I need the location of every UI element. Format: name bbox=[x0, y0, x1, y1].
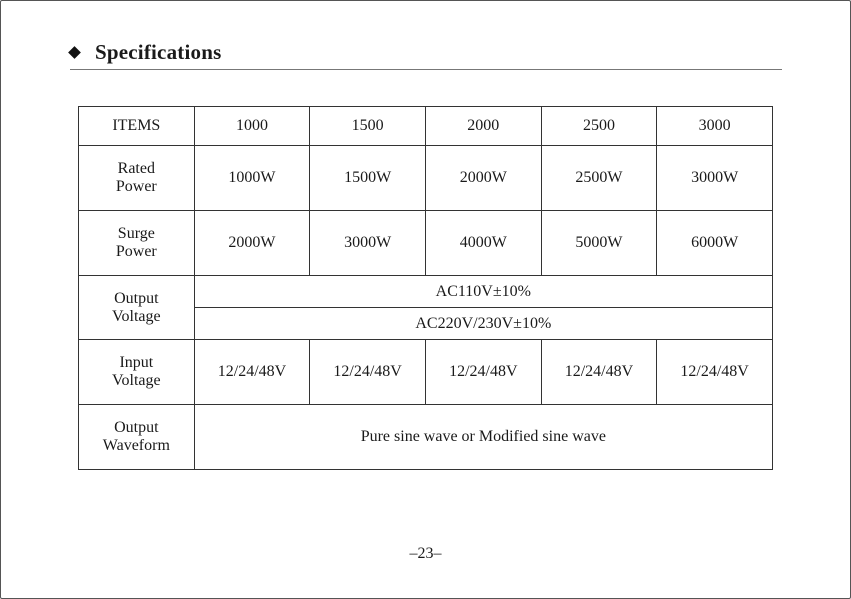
table-row-rated-power bbox=[79, 146, 773, 211]
diamond-bullet-icon bbox=[68, 46, 81, 59]
table-cell: 1500W bbox=[310, 146, 426, 211]
table-cell: 2500W bbox=[541, 146, 657, 211]
table-cell: 2000W bbox=[425, 146, 541, 211]
table-row-output-voltage bbox=[79, 276, 773, 308]
page-number: –23– bbox=[409, 545, 442, 562]
row-label-surge-power bbox=[79, 211, 195, 276]
section-title: Specifications bbox=[95, 40, 222, 64]
row-label-line: Voltage bbox=[112, 307, 161, 325]
table-cell: 1000W bbox=[194, 146, 310, 211]
items-header-cell: ITEMS bbox=[79, 107, 195, 146]
row-label-line: Power bbox=[115, 243, 157, 260]
table-cell: 12/24/48V bbox=[194, 340, 310, 405]
table-cell: 12/24/48V bbox=[541, 340, 657, 405]
table-cell: 2000W bbox=[194, 211, 310, 276]
table-row-input-voltage bbox=[79, 340, 773, 405]
table-cell: 3000W bbox=[310, 211, 426, 276]
specifications-table bbox=[78, 106, 773, 470]
table-cell: 4000W bbox=[425, 211, 541, 276]
model-header-cell: 2000 bbox=[425, 107, 541, 146]
row-label-line: Power bbox=[115, 178, 157, 195]
model-header-cell: 1000 bbox=[194, 107, 310, 146]
model-header-cell: 2500 bbox=[541, 107, 657, 146]
row-label-line: Output bbox=[114, 289, 159, 307]
row-label-line: Rated bbox=[117, 160, 155, 177]
header-rule bbox=[70, 69, 782, 70]
row-label-rated-power bbox=[79, 146, 195, 211]
model-header-cell: 3000 bbox=[657, 107, 773, 146]
section-header bbox=[70, 40, 221, 65]
table-cell: 12/24/48V bbox=[310, 340, 426, 405]
table-cell: 12/24/48V bbox=[657, 340, 773, 405]
output-waveform-value: Pure sine wave or Modified sine wave bbox=[194, 405, 772, 470]
row-label-line: Input bbox=[119, 354, 154, 371]
table-cell: 12/24/48V bbox=[425, 340, 541, 405]
table-cell: 5000W bbox=[541, 211, 657, 276]
output-voltage-option-220: AC220V/230V±10% bbox=[194, 308, 772, 340]
table-row-surge-power bbox=[79, 211, 773, 276]
table-cell: 6000W bbox=[657, 211, 773, 276]
table-row-output-waveform bbox=[79, 405, 773, 470]
row-label-output-voltage bbox=[79, 276, 195, 340]
table-cell: 3000W bbox=[657, 146, 773, 211]
row-label-input-voltage bbox=[79, 340, 195, 405]
model-header-cell: 1500 bbox=[310, 107, 426, 146]
row-label-line: Voltage bbox=[112, 372, 161, 389]
table-header-row bbox=[79, 107, 773, 146]
row-label-line: Surge bbox=[117, 225, 155, 242]
row-label-line: Waveform bbox=[102, 437, 170, 454]
output-voltage-option-110: AC110V±10% bbox=[194, 276, 772, 308]
row-label-line: Output bbox=[114, 419, 159, 436]
row-label-output-waveform bbox=[79, 405, 195, 470]
